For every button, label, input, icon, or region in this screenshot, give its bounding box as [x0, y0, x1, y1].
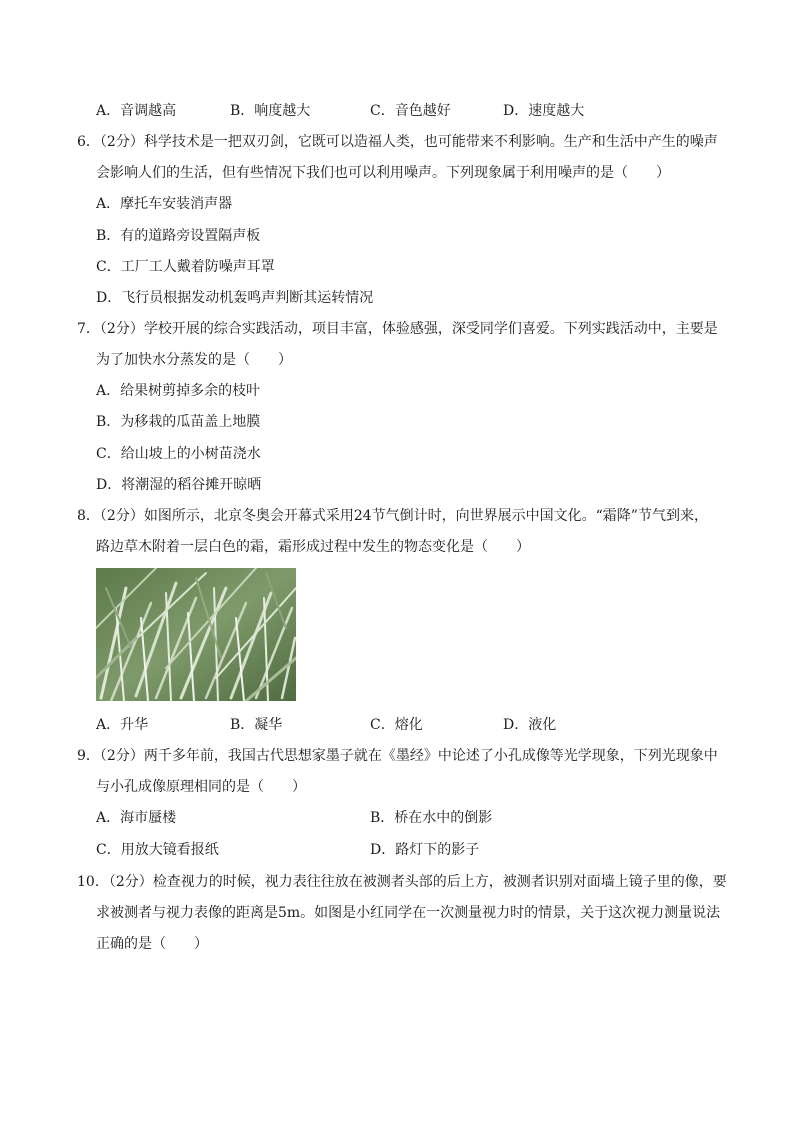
q7-option-d[interactable]: D．将潮湿的稻谷摊开晾晒: [96, 477, 262, 493]
q7-stem-line-2: 为了加快水分蒸发的是（ ）: [96, 352, 292, 368]
q8-option-b[interactable]: B．凝华: [230, 717, 283, 733]
q7-option-a[interactable]: A．给果树剪掉多余的枝叶: [96, 383, 261, 399]
q9-option-c[interactable]: C．用放大镜看报纸: [96, 842, 219, 858]
q5-option-a[interactable]: A．音调越高: [96, 103, 177, 119]
q10-stem-line-2: 求被测者与视力表像的距离是5m。如图是小红同学在一次测量视力时的情景，关于这次视力测量说法: [96, 905, 721, 921]
frost-grass-photo: [96, 568, 296, 701]
q10-stem-line-1: 10．（2分）检查视力的时候，视力表往往放在被测者头部的后上方，被测者识别对面墙上镜子里的像，要: [77, 874, 727, 890]
q7-option-b[interactable]: B．为移栽的瓜苗盖上地膜: [96, 414, 261, 430]
q7-option-c[interactable]: C．给山坡上的小树苗浇水: [96, 446, 261, 462]
q9-stem-line-2: 与小孔成像原理相同的是（ ）: [96, 779, 306, 795]
q6-option-d[interactable]: D．飞行员根据发动机轰鸣声判断其运转情况: [96, 290, 374, 306]
q8-option-a[interactable]: A．升华: [96, 717, 149, 733]
q5-option-b[interactable]: B．响度越大: [230, 103, 311, 119]
q6-option-a[interactable]: A．摩托车安装消声器: [96, 196, 233, 212]
frost-grass-image: [96, 568, 296, 701]
q6-stem-line-2: 会影响人们的生活，但有些情况下我们也可以利用噪声。下列现象属于利用噪声的是（ ）: [96, 165, 670, 181]
q6-option-b[interactable]: B．有的道路旁设置隔声板: [96, 228, 261, 244]
q8-stem-line-1: 8．（2分）如图所示，北京冬奥会开幕式采用24节气倒计时，向世界展示中国文化。“霜降”节气到来，: [77, 508, 708, 524]
q9-option-b[interactable]: B．桥在水中的倒影: [370, 810, 493, 826]
q10-stem-line-3: 正确的是（ ）: [96, 936, 208, 952]
q8-stem-line-2: 路边草木附着一层白色的霜，霜形成过程中发生的物态变化是（ ）: [96, 539, 530, 555]
q6-option-c[interactable]: C．工厂工人戴着防噪声耳罩: [96, 259, 275, 275]
q8-option-c[interactable]: C．熔化: [370, 717, 423, 733]
q6-stem-line-1: 6．（2分）科学技术是一把双刃剑，它既可以造福人类，也可能带来不利影响。生产和生活中产生的噪声: [77, 134, 718, 150]
q7-stem-line-1: 7．（2分）学校开展的综合实践活动，项目丰富，体验感强，深受同学们喜爱。下列实践活动中，主要是: [77, 321, 718, 337]
q9-stem-line-1: 9．（2分）两千多年前，我国古代思想家墨子就在《墨经》中论述了小孔成像等光学现象，下列光现象中: [77, 748, 718, 764]
q8-option-d[interactable]: D．液化: [503, 717, 557, 733]
q5-option-d[interactable]: D．速度越大: [503, 103, 585, 119]
q5-option-c[interactable]: C．音色越好: [370, 103, 451, 119]
q9-option-d[interactable]: D．路灯下的影子: [370, 842, 480, 858]
q9-option-a[interactable]: A．海市蜃楼: [96, 810, 177, 826]
